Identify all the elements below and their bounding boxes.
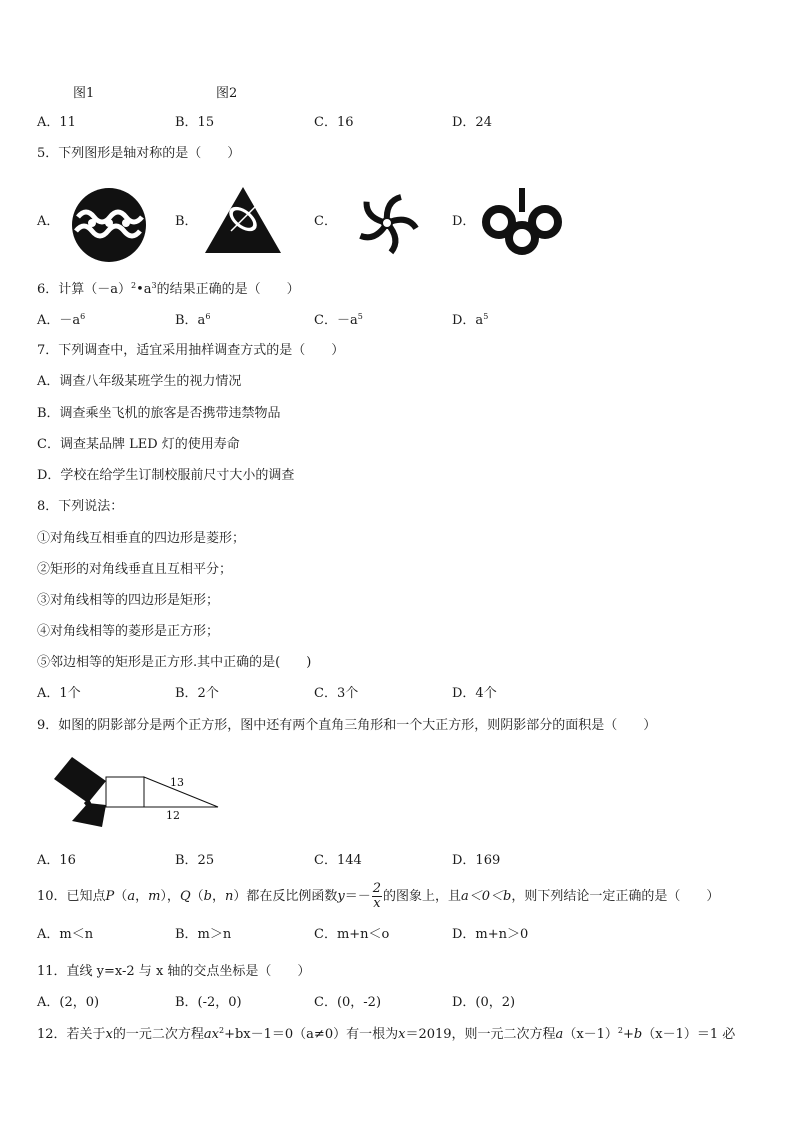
q4-option-d: D．24 bbox=[452, 115, 492, 130]
q6-option-d bbox=[452, 312, 488, 330]
q10-text: ， bbox=[211, 889, 225, 904]
q6-option-d-text: D．a bbox=[452, 313, 484, 328]
pinwheel-flower-icon bbox=[351, 188, 423, 258]
q10-var: a bbox=[127, 889, 136, 904]
q12-text: +bx－1＝0（a≠0）有一根为 bbox=[224, 1027, 399, 1042]
q9-option-b: B．25 bbox=[175, 853, 215, 868]
q10-text: ）都在反比例函数 bbox=[233, 889, 338, 904]
q10-text: 10．已知点 bbox=[37, 889, 106, 904]
q9-option-a: A．16 bbox=[37, 853, 76, 868]
q5-option-d-label: D． bbox=[452, 214, 476, 229]
q6-option-c bbox=[314, 312, 363, 330]
q8-option-a: A．1个 bbox=[37, 686, 81, 701]
q12-var: b bbox=[633, 1027, 643, 1042]
q12-var: x bbox=[105, 1027, 113, 1042]
q8-option-b: B．2个 bbox=[175, 686, 219, 701]
figure-2-caption: 图2 bbox=[216, 86, 238, 101]
q10-var: n bbox=[224, 889, 234, 904]
q4-option-a: A．11 bbox=[37, 115, 76, 130]
q12-var: a bbox=[555, 1027, 564, 1042]
q10-stem bbox=[37, 880, 719, 914]
q6-exponent: 2 bbox=[131, 281, 137, 290]
q12-text: ＝2019，则一元二次方程 bbox=[405, 1027, 556, 1042]
q10-text: ）， bbox=[160, 889, 180, 904]
q5-option-a-label: A． bbox=[37, 214, 60, 229]
q6-option-a-exponent: 6 bbox=[80, 312, 86, 321]
q7-option-c: C．调查某品牌 LED 灯的使用寿命 bbox=[37, 437, 240, 452]
q9-stem: 9．如图的阴影部分是两个正方形，图中还有两个直角三角形和一个大正方形，则阴影部分的面积是（ ） bbox=[37, 718, 657, 733]
q4-option-b: B．15 bbox=[175, 115, 215, 130]
q6-stem-part: 6．计算（－a） bbox=[37, 282, 132, 297]
q8-statement-2: ②矩形的对角线垂直且互相平分； bbox=[37, 562, 233, 577]
q12-exponent: 2 bbox=[617, 1026, 624, 1035]
q9-label-hypotenuse: 13 bbox=[170, 776, 184, 789]
q12-var: x bbox=[398, 1027, 406, 1042]
q7-option-d: D．学校在给学生订制校服前尺寸大小的调查 bbox=[37, 468, 295, 483]
q12-text: （x－1）＝1 必 bbox=[642, 1027, 736, 1042]
q11-option-b: B．(-2，0) bbox=[175, 995, 242, 1010]
q10-option-a: A．m＜n bbox=[37, 927, 94, 942]
q11-option-d: D．(0，2) bbox=[452, 995, 516, 1010]
q12-exponent: 2 bbox=[219, 1026, 225, 1035]
figure-1-caption: 图1 bbox=[73, 86, 95, 101]
q10-var: b bbox=[203, 889, 212, 904]
q8-option-c: C．3个 bbox=[314, 686, 359, 701]
q10-text: ＝－ bbox=[344, 889, 371, 904]
q6-stem-part: •a bbox=[136, 282, 152, 297]
q6-option-a bbox=[37, 312, 85, 330]
q12-text: 12．若关于 bbox=[37, 1027, 106, 1042]
q10-point-p: P bbox=[105, 889, 115, 904]
q8-statement-1: ①对角线互相垂直的四边形是菱形； bbox=[37, 531, 246, 546]
wave-circle-icon bbox=[70, 187, 148, 263]
q10-condition: a＜0＜b bbox=[461, 889, 512, 904]
q6-exponent: 3 bbox=[151, 281, 157, 290]
q6-option-a-text: A．－a bbox=[37, 313, 81, 328]
q6-stem-part: 的结果正确的是（ ） bbox=[156, 282, 300, 297]
q9-squares-triangles-figure bbox=[50, 755, 225, 830]
q6-option-b-text: B．a bbox=[175, 313, 206, 328]
q8-statement-4: ④对角线相等的菱形是正方形； bbox=[37, 624, 220, 639]
q10-text: 的图象上，且 bbox=[383, 889, 462, 904]
q12-stem bbox=[37, 1026, 735, 1044]
q11-option-c: C．(0，-2) bbox=[314, 995, 382, 1010]
q5-option-c-label: C． bbox=[314, 214, 337, 229]
q10-var: y bbox=[337, 889, 345, 904]
q6-option-b-exponent: 6 bbox=[205, 312, 211, 321]
q11-stem: 11．直线 y=x-2 与 x 轴的交点坐标是（ ） bbox=[37, 964, 311, 979]
q10-text: ， bbox=[135, 889, 149, 904]
q10-fraction-numerator: 2 bbox=[372, 881, 382, 896]
q12-text: + bbox=[623, 1027, 634, 1042]
q6-stem bbox=[37, 281, 300, 299]
q10-point-q: Q bbox=[179, 889, 191, 904]
q6-option-c-text: C．－a bbox=[314, 313, 358, 328]
q10-text: （ bbox=[114, 889, 128, 904]
q12-text: 的一元二次方程 bbox=[112, 1027, 204, 1042]
triangle-drum-icon bbox=[203, 185, 283, 255]
q6-option-b bbox=[175, 312, 210, 330]
q7-stem: 7．下列调查中，适宜采用抽样调查方式的是（ ） bbox=[37, 343, 345, 358]
three-rings-icon bbox=[481, 186, 563, 262]
q8-stem: 8．下列说法： bbox=[37, 499, 124, 514]
q10-fraction-denominator: x bbox=[373, 896, 381, 911]
q7-option-a: A．调查八年级某班学生的视力情况 bbox=[37, 374, 242, 389]
q8-statement-3: ③对角线相等的四边形是矩形； bbox=[37, 593, 220, 608]
q10-option-c: C．m+n＜o bbox=[314, 927, 390, 942]
q9-label-base: 12 bbox=[166, 809, 180, 822]
q11-option-a: A．(2，0) bbox=[37, 995, 100, 1010]
q9-option-c: C．144 bbox=[314, 853, 362, 868]
q8-option-d: D．4个 bbox=[452, 686, 497, 701]
q7-option-b: B．调查乘坐飞机的旅客是否携带违禁物品 bbox=[37, 406, 281, 421]
q9-option-d: D．169 bbox=[452, 853, 501, 868]
q10-var: m bbox=[148, 889, 161, 904]
q6-option-d-exponent: 5 bbox=[483, 312, 489, 321]
q10-text: （ bbox=[190, 889, 204, 904]
q12-var: ax bbox=[203, 1027, 219, 1042]
q5-stem: 5．下列图形是轴对称的是（ ） bbox=[37, 146, 241, 161]
q10-option-d: D．m+n＞0 bbox=[452, 927, 529, 942]
q12-text: （x－1） bbox=[563, 1027, 618, 1042]
q4-option-c: C．16 bbox=[314, 115, 354, 130]
q5-option-b-label: B． bbox=[175, 214, 198, 229]
q10-option-b: B．m＞n bbox=[175, 927, 232, 942]
q10-text: ，则下列结论一定正确的是（ ） bbox=[511, 889, 720, 904]
q10-fraction bbox=[372, 882, 382, 911]
q6-option-c-exponent: 5 bbox=[357, 312, 363, 321]
q8-statement-5: ⑤邻边相等的矩形是正方形.其中正确的是( ) bbox=[37, 655, 312, 670]
